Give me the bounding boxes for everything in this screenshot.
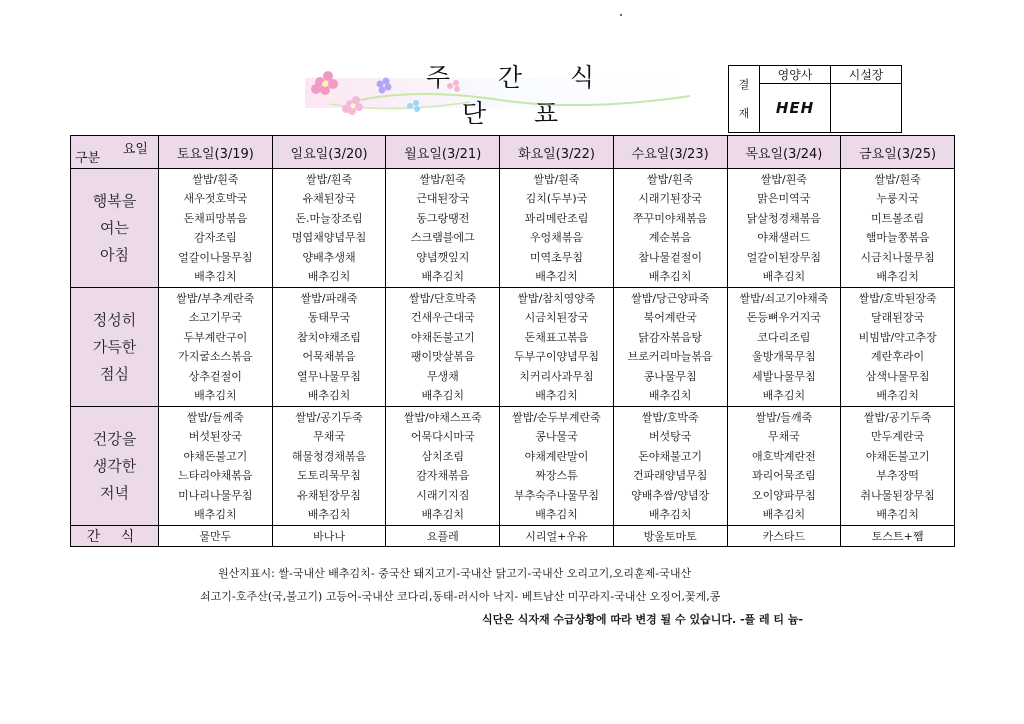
dish-item: 취나물된장무침 [860,488,935,502]
dish-item: 애호박계란전 [751,449,816,463]
approval-signature-director [831,84,902,133]
dish-item: 삼색나물무침 [865,369,930,383]
dish-item: 돈채피망볶음 [183,211,248,225]
dish-item: 돈채표고볶음 [524,330,589,344]
dish-item: 근대된장국 [416,192,470,205]
dish-item: 참나물겉절이 [638,250,703,264]
dish-item: 누룽지국 [876,192,919,205]
dish-item: 계순볶음 [648,231,692,244]
dish-item: 유채된장국 [302,192,356,205]
menu-cell [727,169,841,288]
meal-label-line: 정성히 [92,310,137,329]
dish-item: 배추김치 [762,508,806,521]
approval-col-director: 시설장 [831,66,902,84]
dish-item: 건파래양념무침 [632,469,708,482]
dish-item: 돈등뼈우거지국 [746,311,822,324]
menu-cell [272,407,386,526]
menu-cell [727,288,841,407]
approval-side-label [729,66,760,133]
dish-item: 배추김치 [535,270,578,283]
dish-item: 쌀밥/순두부계란죽 [512,410,601,424]
dish-item: 시래기지짐 [416,488,470,502]
meal-row [71,407,955,526]
dish-item: 스크램블에그 [410,231,475,244]
dish-item: 배추김치 [421,270,465,283]
meal-label-line: 생각한 [92,456,137,475]
snack-item: 카스타드 [727,526,841,547]
weekly-menu-table [70,135,955,547]
dish-item: 울방개묵무침 [751,350,816,363]
dish-item: 배추김치 [421,389,465,402]
menu-cell [613,169,727,288]
dish-item: 버섯된장국 [188,430,242,443]
dish-item: 배추김치 [876,508,919,521]
dish-item: 배추김치 [194,389,237,402]
dish-item: 두부구이양념무침 [513,350,599,363]
dish-item: 야채돈불고기 [410,330,475,344]
dish-item: 쌀밥/단호박죽 [409,291,477,305]
dish-item: 맑은미역국 [757,192,811,205]
dish-item: 시금치나물무침 [860,250,935,264]
dish-item: 부추숙주나물무침 [513,488,599,502]
dish-item: 감자조림 [194,231,237,244]
dish-item: 동그랑땡전 [416,211,470,225]
dish-item: 참치야채조림 [297,330,361,344]
menu-cell [159,169,273,288]
meal-body [71,169,955,526]
dish-item: 소고기무국 [188,311,242,324]
menu-cell [159,407,273,526]
dish-item: 쌀밥/호박죽 [641,410,699,424]
dish-item: 배추김치 [307,270,351,283]
menu-cell [613,288,727,407]
dish-item: 무채국 [767,430,800,443]
dish-item: 쌀밥/쇠고기야채죽 [739,291,829,305]
dish-item: 얼갈이나물무침 [178,250,253,264]
dish-item: 쌀밥/야채스프죽 [403,410,482,424]
day-header: 목요일(3/24) [727,136,841,169]
dish-item: 부추장떡 [876,469,919,482]
dish-item: 양배추생채 [302,250,356,264]
dish-item: 쌀밥/파래죽 [300,291,358,305]
snack-item: 토스트+쨈 [841,526,955,547]
dish-item: 배추김치 [876,270,919,283]
dish-item: 양배추쌈/양념장 [631,488,710,502]
dish-item: 쌀밥/호박된장죽 [858,291,937,305]
dish-item: 쌀밥/흰죽 [419,172,466,186]
dish-item: 시금치된장국 [524,311,589,324]
meal-label [71,407,159,526]
dish-item: 감자채볶음 [416,469,470,482]
snack-item: 물만두 [159,526,273,547]
dish-item: 짜장스튜 [535,469,578,482]
menu-cell [841,407,955,526]
snack-item: 바나나 [272,526,386,547]
dish-item: 명엽채양념무침 [291,231,367,244]
dish-item: 달래된장국 [871,311,925,324]
dish-item: 오이양파무침 [751,488,816,502]
dish-item: 북어계란국 [643,311,697,324]
dish-item: 코다리조림 [757,330,811,344]
approval-col-dietitian: 영양사 [760,66,831,84]
dish-item: 야채돈불고기 [865,449,930,463]
dish-item: 비빔밥/약고추장 [858,330,937,344]
dish-item: 미역초무침 [529,250,584,264]
dish-item: 얼갈이된장무침 [746,250,822,264]
approval-signature-dietitian: HEH [760,84,831,133]
corner-yoil-label: 요일 [122,142,148,157]
snack-item: 요플레 [386,526,500,547]
day-header: 일요일(3/20) [272,136,386,169]
meal-label-line: 여는 [100,218,129,237]
approval-box [728,65,902,133]
dish-item: 쌀밥/참치영양죽 [517,291,596,305]
menu-cell [272,169,386,288]
dish-item: 만두계란국 [871,430,925,443]
day-header: 금요일(3/25) [841,136,955,169]
dish-item: 김치(두부)국 [525,192,588,205]
dish-item: 배추김치 [762,389,806,402]
dish-item: 야채계란말이 [524,449,589,463]
meal-label-line: 점심 [100,364,129,383]
approval-side-bottom: 재 [738,107,750,120]
menu-cell [386,169,500,288]
dish-item: 배추김치 [421,508,465,521]
dish-item: 느타리야채볶음 [178,469,253,482]
menu-cell [386,288,500,407]
dish-item: 미트볼조림 [871,211,925,225]
dish-item: 쌀밥/공기두죽 [295,410,363,424]
dish-item: 쌀밥/흰죽 [305,172,353,186]
dish-item: 꽈리어묵조림 [751,469,816,482]
dish-item: 배추김치 [307,389,351,402]
dish-item: 쌀밥/흰죽 [874,172,921,186]
dish-item: 세발나물무침 [751,369,816,383]
dish-item: 돈야채불고기 [638,449,703,463]
dish-item: 배추김치 [535,389,578,402]
dish-item: 무생채 [426,369,459,383]
corner-gubun-label: 구분 [75,151,101,166]
dish-item: 도토리묵무침 [297,469,361,482]
meal-label [71,288,159,407]
dish-item: 닭살청경채볶음 [746,211,822,225]
dish-item: 열무나물무침 [297,369,361,383]
dish-item: 쌀밥/들께죽 [186,410,244,424]
dish-item: 계란후라이 [871,350,925,363]
dish-item: 배추김치 [648,270,692,283]
menu-cell [841,169,955,288]
menu-cell [613,407,727,526]
meal-label-line: 저녁 [100,483,129,502]
dish-item: 배추김치 [762,270,806,283]
snack-item: 시리얼+우유 [500,526,614,547]
page-title: 주 간 식 단 표 [425,63,615,128]
dish-item: 버섯탕국 [648,430,692,443]
meal-label-line: 아침 [100,245,129,264]
dish-item: 쌀밥/들깨죽 [755,410,813,424]
dish-item: 쌀밥/흰죽 [760,172,807,186]
dish-item: 햄마늘쫑볶음 [865,231,930,244]
dish-item: 우엉채볶음 [529,231,584,244]
day-header: 월요일(3/21) [386,136,500,169]
dish-item: 배추김치 [535,508,578,521]
dish-item: 배추김치 [307,508,351,521]
dish-item: 두부계란구이 [183,330,248,344]
dish-item: 배추김치 [876,389,919,402]
dish-item: 쌀밥/부추계란죽 [176,291,255,305]
meal-label-line: 건강을 [92,429,137,448]
menu-cell [500,288,614,407]
dish-item: 새우젓호박국 [183,192,248,205]
day-header: 수요일(3/23) [613,136,727,169]
dish-item: 어묵다시마국 [410,430,475,443]
dish-item: 배추김치 [194,508,237,521]
menu-cell [272,288,386,407]
meal-label [71,169,159,288]
dish-item: 배추김치 [648,389,692,402]
snack-item: 방울토마토 [613,526,727,547]
menu-cell [500,407,614,526]
day-header: 토요일(3/19) [159,136,273,169]
dish-item: 해물청경채볶음 [291,449,367,463]
dish-item: 어묵채볶음 [302,350,356,363]
dish-item: 상추겉절이 [188,369,242,383]
dish-item: 치커리사과무침 [519,369,594,383]
menu-cell [159,288,273,407]
dish-item: 돈.마늘장조림 [295,211,363,225]
dish-item: 배추김치 [648,508,692,521]
dish-item: 브로커리마늘볶음 [627,350,713,363]
dish-item: 배추김치 [194,270,237,283]
dish-item: 콩나물국 [535,430,578,443]
dish-item: 동태무국 [307,311,351,324]
top-dot [620,14,622,16]
dish-item: 팽이맛살볶음 [410,350,475,363]
meal-label-line: 가득한 [92,337,137,356]
snack-label: 간 식 [71,526,159,547]
dish-item: 쭈꾸미야채볶음 [632,211,708,225]
day-header: 화요일(3/22) [500,136,614,169]
approval-side-top: 결 [738,77,750,91]
dish-item: 시래기된장국 [638,192,703,205]
header-row [71,136,955,169]
dish-item: 무채국 [313,430,345,443]
origin-note-line2: 쇠고기-호주산(국,불고기) 고등어-국내산 코다리,동태-러시아 낙지- 베트남산 미꾸라지-국내산 오징어,꽃게,콩 [200,590,721,603]
dish-item: 야채돈불고기 [183,449,248,463]
dish-item: 삼치조림 [421,449,465,463]
dish-item: 쌀밥/당근양파죽 [631,291,710,305]
dish-item: 꽈리메란조림 [524,211,589,225]
dish-item: 쌀밥/흰죽 [533,172,580,186]
menu-cell [841,288,955,407]
dish-item: 야채샐러드 [757,231,811,244]
dish-item: 건새우근대국 [410,311,475,324]
dish-item: 미나리나물무침 [178,488,253,502]
dish-item: 유채된장무침 [297,488,361,502]
snack-row [71,526,955,547]
dish-item: 쌀밥/공기두죽 [863,410,932,424]
dish-item: 쌀밥/흰죽 [647,172,694,186]
dish-item: 닭감자볶음탕 [638,330,703,344]
dish-item: 쌀밥/흰죽 [192,172,239,186]
menu-cell [727,407,841,526]
change-notice: 식단은 식자재 수급상황에 따라 변경 될 수 있습니다. -플 레 티 늄- [482,613,804,626]
meal-label-line: 행복을 [92,191,137,210]
meal-row [71,169,955,288]
menu-cell [386,407,500,526]
menu-cell [500,169,614,288]
dish-item: 가지굴소스볶음 [178,350,253,363]
origin-note-line1: 원산지표시: 쌀-국내산 배추김치- 중국산 돼지고기-국내산 닭고기-국내산 오리고기,오리훈제-국내산 [218,567,692,580]
dish-item: 콩나물무침 [643,369,697,383]
dish-item: 양념깻잎지 [416,250,470,264]
meal-row [71,288,955,407]
corner-header [71,136,159,169]
